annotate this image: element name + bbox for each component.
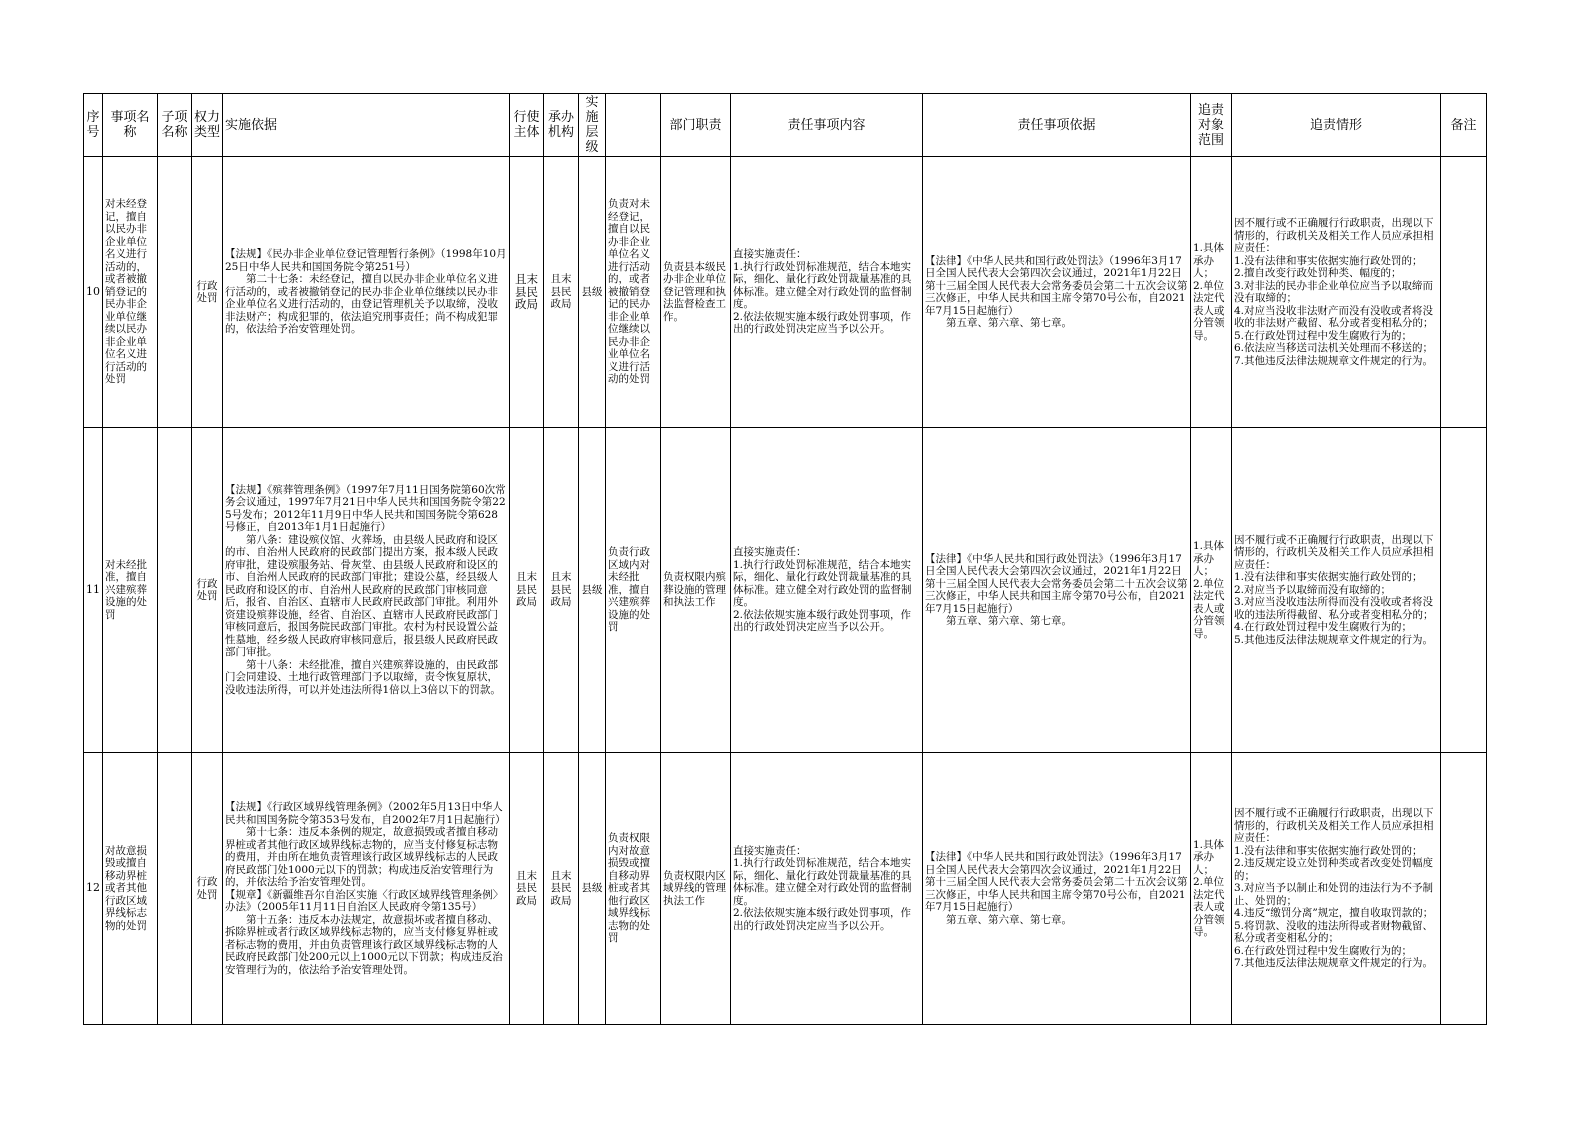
cell-accountability: 因不履行或不正确履行行政职责，出现以下情形的，行政机关及相关工作人员应承担相应责任： 1.没有法律和事实依据实施行政处罚的； 2.违反规定设立处罚种类或者改变处罚幅度的； 3.对应当予以制止和处罚的违法行为不予制止、处罚的； 4.违反“缴罚分离”规定，擅自收取罚款的； 5.将罚款、没收的违法所得或者财物截留、私分或者变相私分的； 6.在行政处罚过程中发生腐败行为的； 7.其他违反法律法规规章文件规定的行为。 [1232, 753, 1441, 1025]
cell-resp-content: 直接实施责任： 1.执行行政处罚标准规范，结合本地实际，细化、量化行政处罚裁量基准的具体标准。建立健全对行政处罚的监督制度。 2.依法依规实施本级行政处罚事项，作出的行政处罚决定应当予以公开。 [731, 428, 923, 753]
header-level: 实施层级 [579, 94, 606, 157]
header-subject: 行使主体 [510, 94, 544, 157]
header-accountability: 追责情形 [1232, 94, 1441, 157]
header-agency: 承办机构 [544, 94, 579, 157]
cell-resp-content: 直接实施责任： 1.执行行政处罚标准规范，结合本地实际，细化、量化行政处罚裁量基准的具体标准。建立健全对行政处罚的监督制度。 2.依法依规实施本级行政处罚事项，作出的行政处罚决定应当予以公开。 [731, 157, 923, 428]
cell-agency: 且末县民政局 [544, 157, 579, 428]
header-row [84, 94, 1487, 157]
header-power-type: 权力类型 [192, 94, 223, 157]
cell-basis: 【法规】《殡葬管理条例》（1997年7月11日国务院第60次常务会议通过，1997年7月21日中华人民共和国国务院令第225号发布；2012年11月9日中华人民共和国国务院令第628号修正，自2013年1月1日起施行） 第八条：建设殡仪馆、火葬场，由县级人民政府和设区的市、自治州人民政府的民政部门提出方案，报本级人民政府审批，建设殡服务站、骨灰堂、由县级人民政府和设区的市、自治州人民政府的民政部门审批；建设公墓，经县级人民政府和设区的市、自治州人民政府的民政部门审核同意后，报省、自治区、直辖市人民政府民政部门审批。利用外资建设殡葬设施，经省、自治区、直辖市人民政府民政部门审核同意后，报国务院民政部门审批。农村为村民设置公益性墓地，经乡级人民政府审核同意后，报县级人民政府民政部门审批。 第十八条：未经批准，擅自兴建殡葬设施的，由民政部门会同建设、土地行政管理部门予以取缔，责令恢复原状，没收违法所得，可以并处违法所得1倍以上3倍以下的罚款。 [223, 428, 510, 753]
header-sub-item-name: 子项名称 [158, 94, 192, 157]
cell-subject: 且末县民政局 [510, 428, 544, 753]
header-resp-basis: 责任事项依据 [923, 94, 1191, 157]
cell-scope-desc: 负责对未经登记，擅自以民办非企业单位名义进行活动的，或者被撤销登记的民办非企业单位继续以民办非企业单位名义进行活动的处罚 [606, 157, 661, 428]
cell-remark [1441, 753, 1487, 1025]
cell-accountable-scope: 1.具体承办人； 2.单位法定代表人或分管领导。 [1191, 428, 1232, 753]
cell-power-type: 行政处罚 [192, 428, 223, 753]
cell-level: 县级 [579, 753, 606, 1025]
header-dept-duty: 部门职责 [661, 94, 731, 157]
cell-sub-item-name [158, 428, 192, 753]
cell-sub-item-name [158, 157, 192, 428]
cell-item-name: 对故意损毁或擅自移动界桩或者其他行政区域界线标志物的处罚 [103, 753, 158, 1025]
cell-accountability: 因不履行或不正确履行行政职责，出现以下情形的，行政机关及相关工作人员应承担相应责任： 1.没有法律和事实依据实施行政处罚的； 2.对应当予以取缔而没有取缔的； 3.对应当没收违法所得而没有没收或者将没收的违法所得截留、私分或者变相私分的； 4.在行政处罚过程中发生腐败行为的； 5.其他违反法律法规规章文件规定的行为。 [1232, 428, 1441, 753]
cell-dept-duty: 负责县本级民办非企业单位登记管理和执法监督检查工作。 [661, 157, 731, 428]
cell-accountable-scope: 1.具体承办人； 2.单位法定代表人或分管领导。 [1191, 753, 1232, 1025]
header-item-name: 事项名称 [103, 94, 158, 157]
cell-dept-duty: 负责权限内殡葬设施的管理和执法工作 [661, 428, 731, 753]
cell-power-type: 行政处罚 [192, 157, 223, 428]
header-blank [606, 94, 661, 157]
cell-seq: 10 [84, 157, 103, 428]
cell-item-name: 对未经批准，擅自兴建殡葬设施的处罚 [103, 428, 158, 753]
cell-sub-item-name [158, 753, 192, 1025]
cell-resp-basis: 【法律】《中华人民共和国行政处罚法》（1996年3月17日全国人民代表大会第四次会议通过，2021年1月22日第十三届全国人民代表大会常务委员会第二十五次会议第三次修正，中华人民共和国主席令第70号公布，自2021年7月15日起施行） 第五章、第六章、第七章。 [923, 157, 1191, 428]
cell-basis: 【法规】《行政区域界线管理条例》（2002年5月13日中华人民共和国国务院令第353号发布，自2002年7月1日起施行） 第十七条：违反本条例的规定，故意损毁或者擅自移动界桩或者其他行政区域界线标志物的，应当支付修复标志物的费用，并由所在地负责管理该行政区域界线标志的人民政府民政部门处1000元以下的罚款；构成违反治安管理行为的，并依法给予治安管理处罚。 【规章】《新疆维吾尔自治区实施〈行政区域界线管理条例〉办法》（2005年11月11日自治区人民政府令第135号） 第十五条：违反本办法规定，故意损坏或者擅自移动、拆除界桩或者行政区域界线标志物的，应当支付修复界桩或者标志物的费用，并由负责管理该行政区域界线标志物的人民政府民政部门处200元以上1000元以下罚款；构成违反治安管理行为的，依法给予治安管理处罚。 [223, 753, 510, 1025]
header-accountable-scope: 追责对象范围 [1191, 94, 1232, 157]
cell-item-name: 对未经登记，擅自以民办非企业单位名义进行活动的，或者被撤销登记的民办非企业单位继续以民办非企业单位名义进行活动的处罚 [103, 157, 158, 428]
header-resp-content: 责任事项内容 [731, 94, 923, 157]
cell-level: 县级 [579, 157, 606, 428]
table-row [84, 157, 1487, 428]
cell-dept-duty: 负责权限内区域界线的管理执法工作 [661, 753, 731, 1025]
cell-scope-desc: 负责行政区域内对未经批准，擅自兴建殡葬设施的处罚 [606, 428, 661, 753]
cell-agency: 且末县民政局 [544, 428, 579, 753]
cell-basis: 【法规】《民办非企业单位登记管理暂行条例》（1998年10月25日中华人民共和国国务院令第251号） 第二十七条：未经登记，擅自以民办非企业单位名义进行活动的，或者被撤销登记的民办非企业单位继续以民办非企业单位名义进行活动的，由登记管理机关予以取缔，没收非法财产；构成犯罪的，依法追究刑事责任；尚不构成犯罪的，依法给予治安管理处罚。 [223, 157, 510, 428]
cell-power-type: 行政处罚 [192, 753, 223, 1025]
cell-subject: 且末县民政局 [510, 753, 544, 1025]
cell-subject: 且末县民政局 [510, 157, 544, 428]
cell-scope-desc: 负责权限内对故意损毁或擅自移动界桩或者其他行政区域界线标志物的处罚 [606, 753, 661, 1025]
cell-seq: 11 [84, 428, 103, 753]
cell-level: 县级 [579, 428, 606, 753]
header-remark: 备注 [1441, 94, 1487, 157]
cell-agency: 且末县民政局 [544, 753, 579, 1025]
table-row [84, 753, 1487, 1025]
cell-seq: 12 [84, 753, 103, 1025]
cell-resp-basis: 【法律】《中华人民共和国行政处罚法》（1996年3月17日全国人民代表大会第四次会议通过，2021年1月22日第十三届全国人民代表大会常务委员会第二十五次会议第三次修正，中华人民共和国主席令第70号公布，自2021年7月15日起施行） 第五章、第六章、第七章。 [923, 753, 1191, 1025]
table-row [84, 428, 1487, 753]
cell-remark [1441, 428, 1487, 753]
power-list-table [83, 93, 1487, 1025]
cell-resp-basis: 【法律】《中华人民共和国行政处罚法》（1996年3月17日全国人民代表大会第四次会议通过，2021年1月22日第十三届全国人民代表大会常务委员会第二十五次会议第三次修正，中华人民共和国主席令第70号公布，自2021年7月15日起施行） 第五章、第六章、第七章。 [923, 428, 1191, 753]
cell-accountability: 因不履行或不正确履行行政职责，出现以下情形的，行政机关及相关工作人员应承担相应责任： 1.没有法律和事实依据实施行政处罚的； 2.擅自改变行政处罚种类、幅度的； 3.对非法的民办非企业单位应当予以取缔而没有取缔的； 4.对应当没收非法财产而没有没收或者将没收的非法财产截留、私分或者变相私分的； 5.在行政处罚过程中发生腐败行为的； 6.依法应当移送司法机关处理而不移送的； 7.其他违反法律法规规章文件规定的行为。 [1232, 157, 1441, 428]
cell-resp-content: 直接实施责任： 1.执行行政处罚标准规范，结合本地实际，细化、量化行政处罚裁量基准的具体标准。建立健全对行政处罚的监督制度。 2.依法依规实施本级行政处罚事项，作出的行政处罚决定应当予以公开。 [731, 753, 923, 1025]
cell-accountable-scope: 1.具体承办人； 2.单位法定代表人或分管领导。 [1191, 157, 1232, 428]
header-seq: 序号 [84, 94, 103, 157]
header-basis: 实施依据 [223, 94, 510, 157]
cell-remark [1441, 157, 1487, 428]
